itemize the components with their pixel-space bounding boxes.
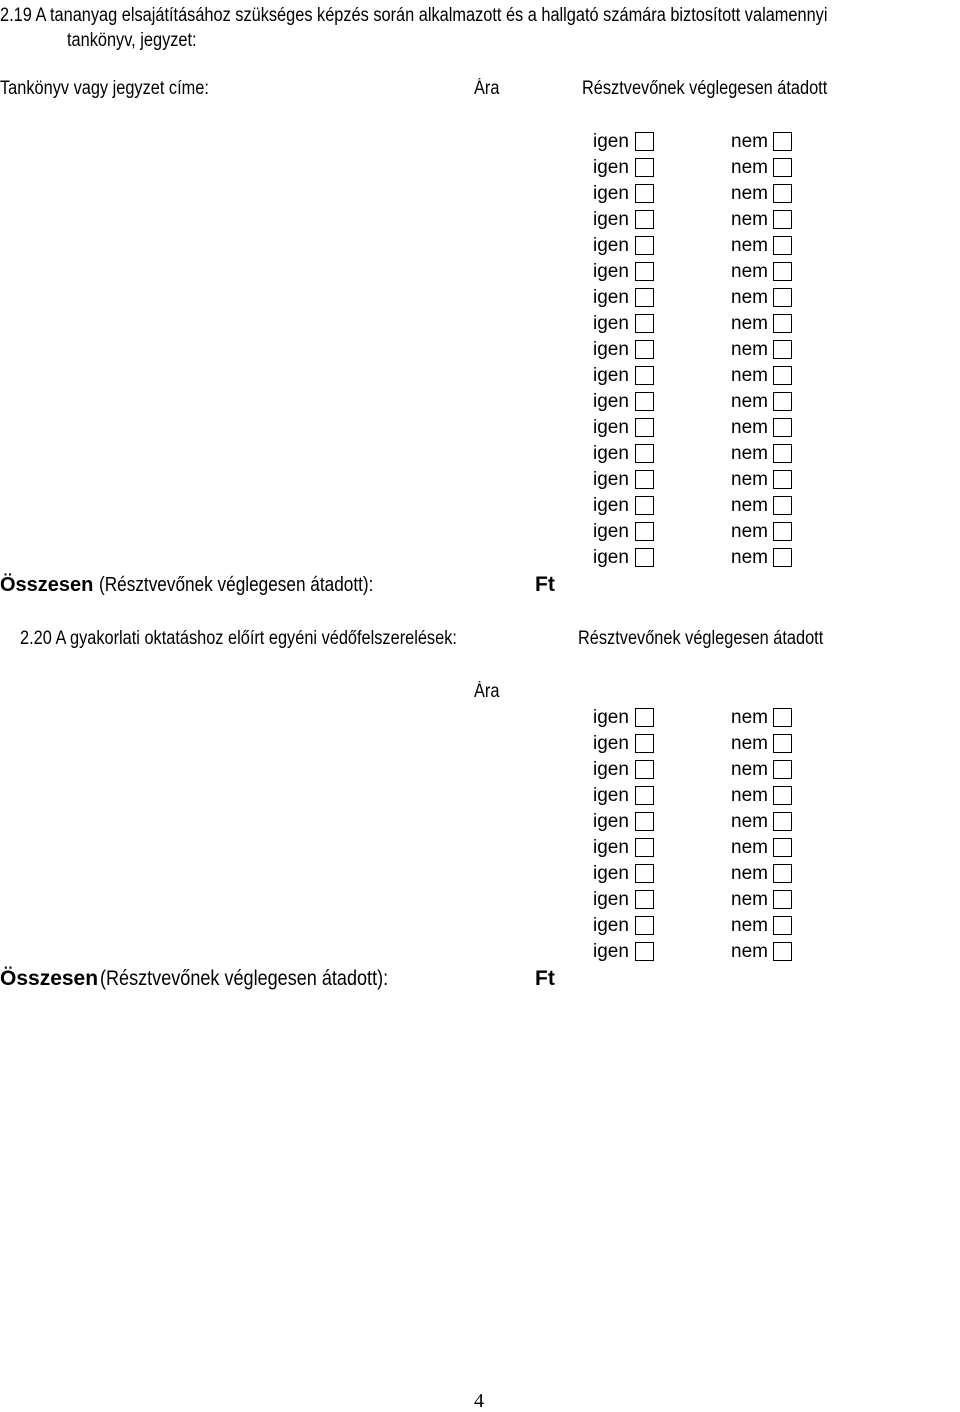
checkbox-row	[593, 416, 803, 442]
nem-checkbox[interactable]	[773, 708, 792, 727]
igen-label: igen	[593, 235, 629, 256]
nem-checkbox[interactable]	[773, 158, 792, 177]
nem-checkbox[interactable]	[773, 288, 792, 307]
nem-label: nem	[731, 837, 768, 858]
igen-label: igen	[593, 287, 629, 308]
igen-checkbox[interactable]	[635, 548, 654, 567]
nem-label: nem	[731, 157, 768, 178]
igen-label: igen	[593, 469, 629, 490]
nem-checkbox[interactable]	[773, 760, 792, 779]
igen-label: igen	[593, 811, 629, 832]
nem-checkbox[interactable]	[773, 470, 792, 489]
igen-label: igen	[593, 941, 629, 962]
igen-checkbox[interactable]	[635, 444, 654, 463]
nem-label: nem	[731, 521, 768, 542]
igen-checkbox[interactable]	[635, 470, 654, 489]
section2-col-delivered: Résztvevőnek véglegesen átadott	[578, 628, 824, 649]
section2-col-price: Ára	[474, 681, 500, 702]
igen-label: igen	[593, 261, 629, 282]
igen-label: igen	[593, 889, 629, 910]
nem-label: nem	[731, 235, 768, 256]
nem-label: nem	[731, 889, 768, 910]
checkbox-row	[593, 494, 803, 520]
section2-total-note: (Résztvevőnek véglegesen átadott):	[100, 967, 389, 990]
igen-checkbox[interactable]	[635, 132, 654, 151]
nem-label: nem	[731, 209, 768, 230]
checkbox-row	[593, 706, 803, 732]
igen-label: igen	[593, 183, 629, 204]
checkbox-row	[593, 520, 803, 546]
igen-checkbox[interactable]	[635, 158, 654, 177]
section2-total-unit: Ft	[535, 967, 555, 990]
nem-checkbox[interactable]	[773, 236, 792, 255]
igen-checkbox[interactable]	[635, 942, 654, 961]
section2-total-label: Összesen	[0, 967, 99, 990]
igen-checkbox[interactable]	[635, 890, 654, 909]
igen-checkbox[interactable]	[635, 496, 654, 515]
section1-col-price: Ára	[474, 78, 500, 99]
nem-label: nem	[731, 495, 768, 516]
checkbox-row	[593, 156, 803, 182]
checkbox-row	[593, 468, 803, 494]
checkbox-row	[593, 130, 803, 156]
checkbox-row	[593, 442, 803, 468]
nem-checkbox[interactable]	[773, 132, 792, 151]
nem-checkbox[interactable]	[773, 812, 792, 831]
igen-label: igen	[593, 521, 629, 542]
checkbox-row	[593, 862, 803, 888]
nem-checkbox[interactable]	[773, 366, 792, 385]
igen-checkbox[interactable]	[635, 418, 654, 437]
igen-checkbox[interactable]	[635, 864, 654, 883]
checkbox-row	[593, 234, 803, 260]
nem-checkbox[interactable]	[773, 734, 792, 753]
nem-checkbox[interactable]	[773, 838, 792, 857]
igen-checkbox[interactable]	[635, 708, 654, 727]
nem-checkbox[interactable]	[773, 548, 792, 567]
igen-checkbox[interactable]	[635, 760, 654, 779]
nem-label: nem	[731, 733, 768, 754]
nem-checkbox[interactable]	[773, 262, 792, 281]
igen-checkbox[interactable]	[635, 916, 654, 935]
nem-checkbox[interactable]	[773, 496, 792, 515]
checkbox-row	[593, 286, 803, 312]
checkbox-row	[593, 260, 803, 286]
igen-checkbox[interactable]	[635, 392, 654, 411]
checkbox-row	[593, 784, 803, 810]
checkbox-row	[593, 810, 803, 836]
page-number: 4	[474, 1390, 484, 1412]
nem-label: nem	[731, 391, 768, 412]
igen-checkbox[interactable]	[635, 786, 654, 805]
nem-label: nem	[731, 785, 768, 806]
nem-label: nem	[731, 339, 768, 360]
igen-label: igen	[593, 339, 629, 360]
nem-checkbox[interactable]	[773, 210, 792, 229]
checkbox-row	[593, 914, 803, 940]
checkbox-row	[593, 364, 803, 390]
nem-label: nem	[731, 811, 768, 832]
checkbox-row	[593, 888, 803, 914]
igen-label: igen	[593, 785, 629, 806]
section1-total-label: Összesen	[0, 574, 94, 596]
nem-checkbox[interactable]	[773, 942, 792, 961]
nem-label: nem	[731, 707, 768, 728]
checkbox-row	[593, 338, 803, 364]
nem-label: nem	[731, 261, 768, 282]
section1-total	[0, 574, 418, 596]
nem-checkbox[interactable]	[773, 786, 792, 805]
igen-label: igen	[593, 759, 629, 780]
nem-label: nem	[731, 183, 768, 204]
nem-label: nem	[731, 365, 768, 386]
igen-label: igen	[593, 707, 629, 728]
checkbox-row	[593, 208, 803, 234]
nem-checkbox[interactable]	[773, 314, 792, 333]
igen-checkbox[interactable]	[635, 812, 654, 831]
igen-checkbox[interactable]	[635, 340, 654, 359]
igen-checkbox[interactable]	[635, 366, 654, 385]
igen-label: igen	[593, 313, 629, 334]
igen-checkbox[interactable]	[635, 838, 654, 857]
igen-checkbox[interactable]	[635, 236, 654, 255]
section1-col-title: Tankönyv vagy jegyzet címe:	[0, 78, 209, 99]
section1-total-unit: Ft	[535, 573, 555, 596]
nem-checkbox[interactable]	[773, 916, 792, 935]
igen-checkbox[interactable]	[635, 314, 654, 333]
igen-checkbox[interactable]	[635, 734, 654, 753]
section1-col-delivered: Résztvevőnek véglegesen átadott	[582, 78, 828, 99]
checkbox-row	[593, 546, 803, 572]
section1-total-note: (Résztvevőnek véglegesen átadott):	[99, 574, 374, 596]
nem-checkbox[interactable]	[773, 184, 792, 203]
igen-label: igen	[593, 733, 629, 754]
section1-heading-line1: 2.19 A tananyag elsajátításához szükséges képzés során alkalmazott és a hallgató számára biztosított valamennyi	[0, 5, 828, 26]
checkbox-row	[593, 836, 803, 862]
nem-checkbox[interactable]	[773, 418, 792, 437]
igen-checkbox[interactable]	[635, 522, 654, 541]
checkbox-row	[593, 390, 803, 416]
nem-checkbox[interactable]	[773, 890, 792, 909]
igen-label: igen	[593, 209, 629, 230]
nem-label: nem	[731, 941, 768, 962]
nem-checkbox[interactable]	[773, 392, 792, 411]
igen-label: igen	[593, 443, 629, 464]
igen-label: igen	[593, 417, 629, 438]
section1-heading-line2: tankönyv, jegyzet:	[67, 30, 197, 51]
nem-label: nem	[731, 313, 768, 334]
igen-label: igen	[593, 157, 629, 178]
nem-label: nem	[731, 469, 768, 490]
checkbox-row	[593, 312, 803, 338]
igen-checkbox[interactable]	[635, 288, 654, 307]
igen-label: igen	[593, 365, 629, 386]
nem-checkbox[interactable]	[773, 522, 792, 541]
igen-label: igen	[593, 547, 629, 568]
nem-checkbox[interactable]	[773, 340, 792, 359]
igen-checkbox[interactable]	[635, 184, 654, 203]
nem-label: nem	[731, 759, 768, 780]
nem-checkbox[interactable]	[773, 444, 792, 463]
nem-label: nem	[731, 287, 768, 308]
checkbox-row	[593, 732, 803, 758]
igen-label: igen	[593, 915, 629, 936]
checkbox-row	[593, 758, 803, 784]
nem-checkbox[interactable]	[773, 864, 792, 883]
nem-label: nem	[731, 417, 768, 438]
igen-checkbox[interactable]	[635, 262, 654, 281]
section2-total	[0, 968, 435, 990]
igen-checkbox[interactable]	[635, 210, 654, 229]
igen-label: igen	[593, 495, 629, 516]
nem-label: nem	[731, 443, 768, 464]
nem-label: nem	[731, 547, 768, 568]
nem-label: nem	[731, 131, 768, 152]
section2-heading: 2.20 A gyakorlati oktatáshoz előírt egyéni védőfelszerelések:	[20, 628, 457, 649]
nem-label: nem	[731, 915, 768, 936]
checkbox-row	[593, 182, 803, 208]
nem-label: nem	[731, 863, 768, 884]
igen-label: igen	[593, 837, 629, 858]
igen-label: igen	[593, 391, 629, 412]
igen-label: igen	[593, 131, 629, 152]
igen-label: igen	[593, 863, 629, 884]
checkbox-row	[593, 940, 803, 966]
